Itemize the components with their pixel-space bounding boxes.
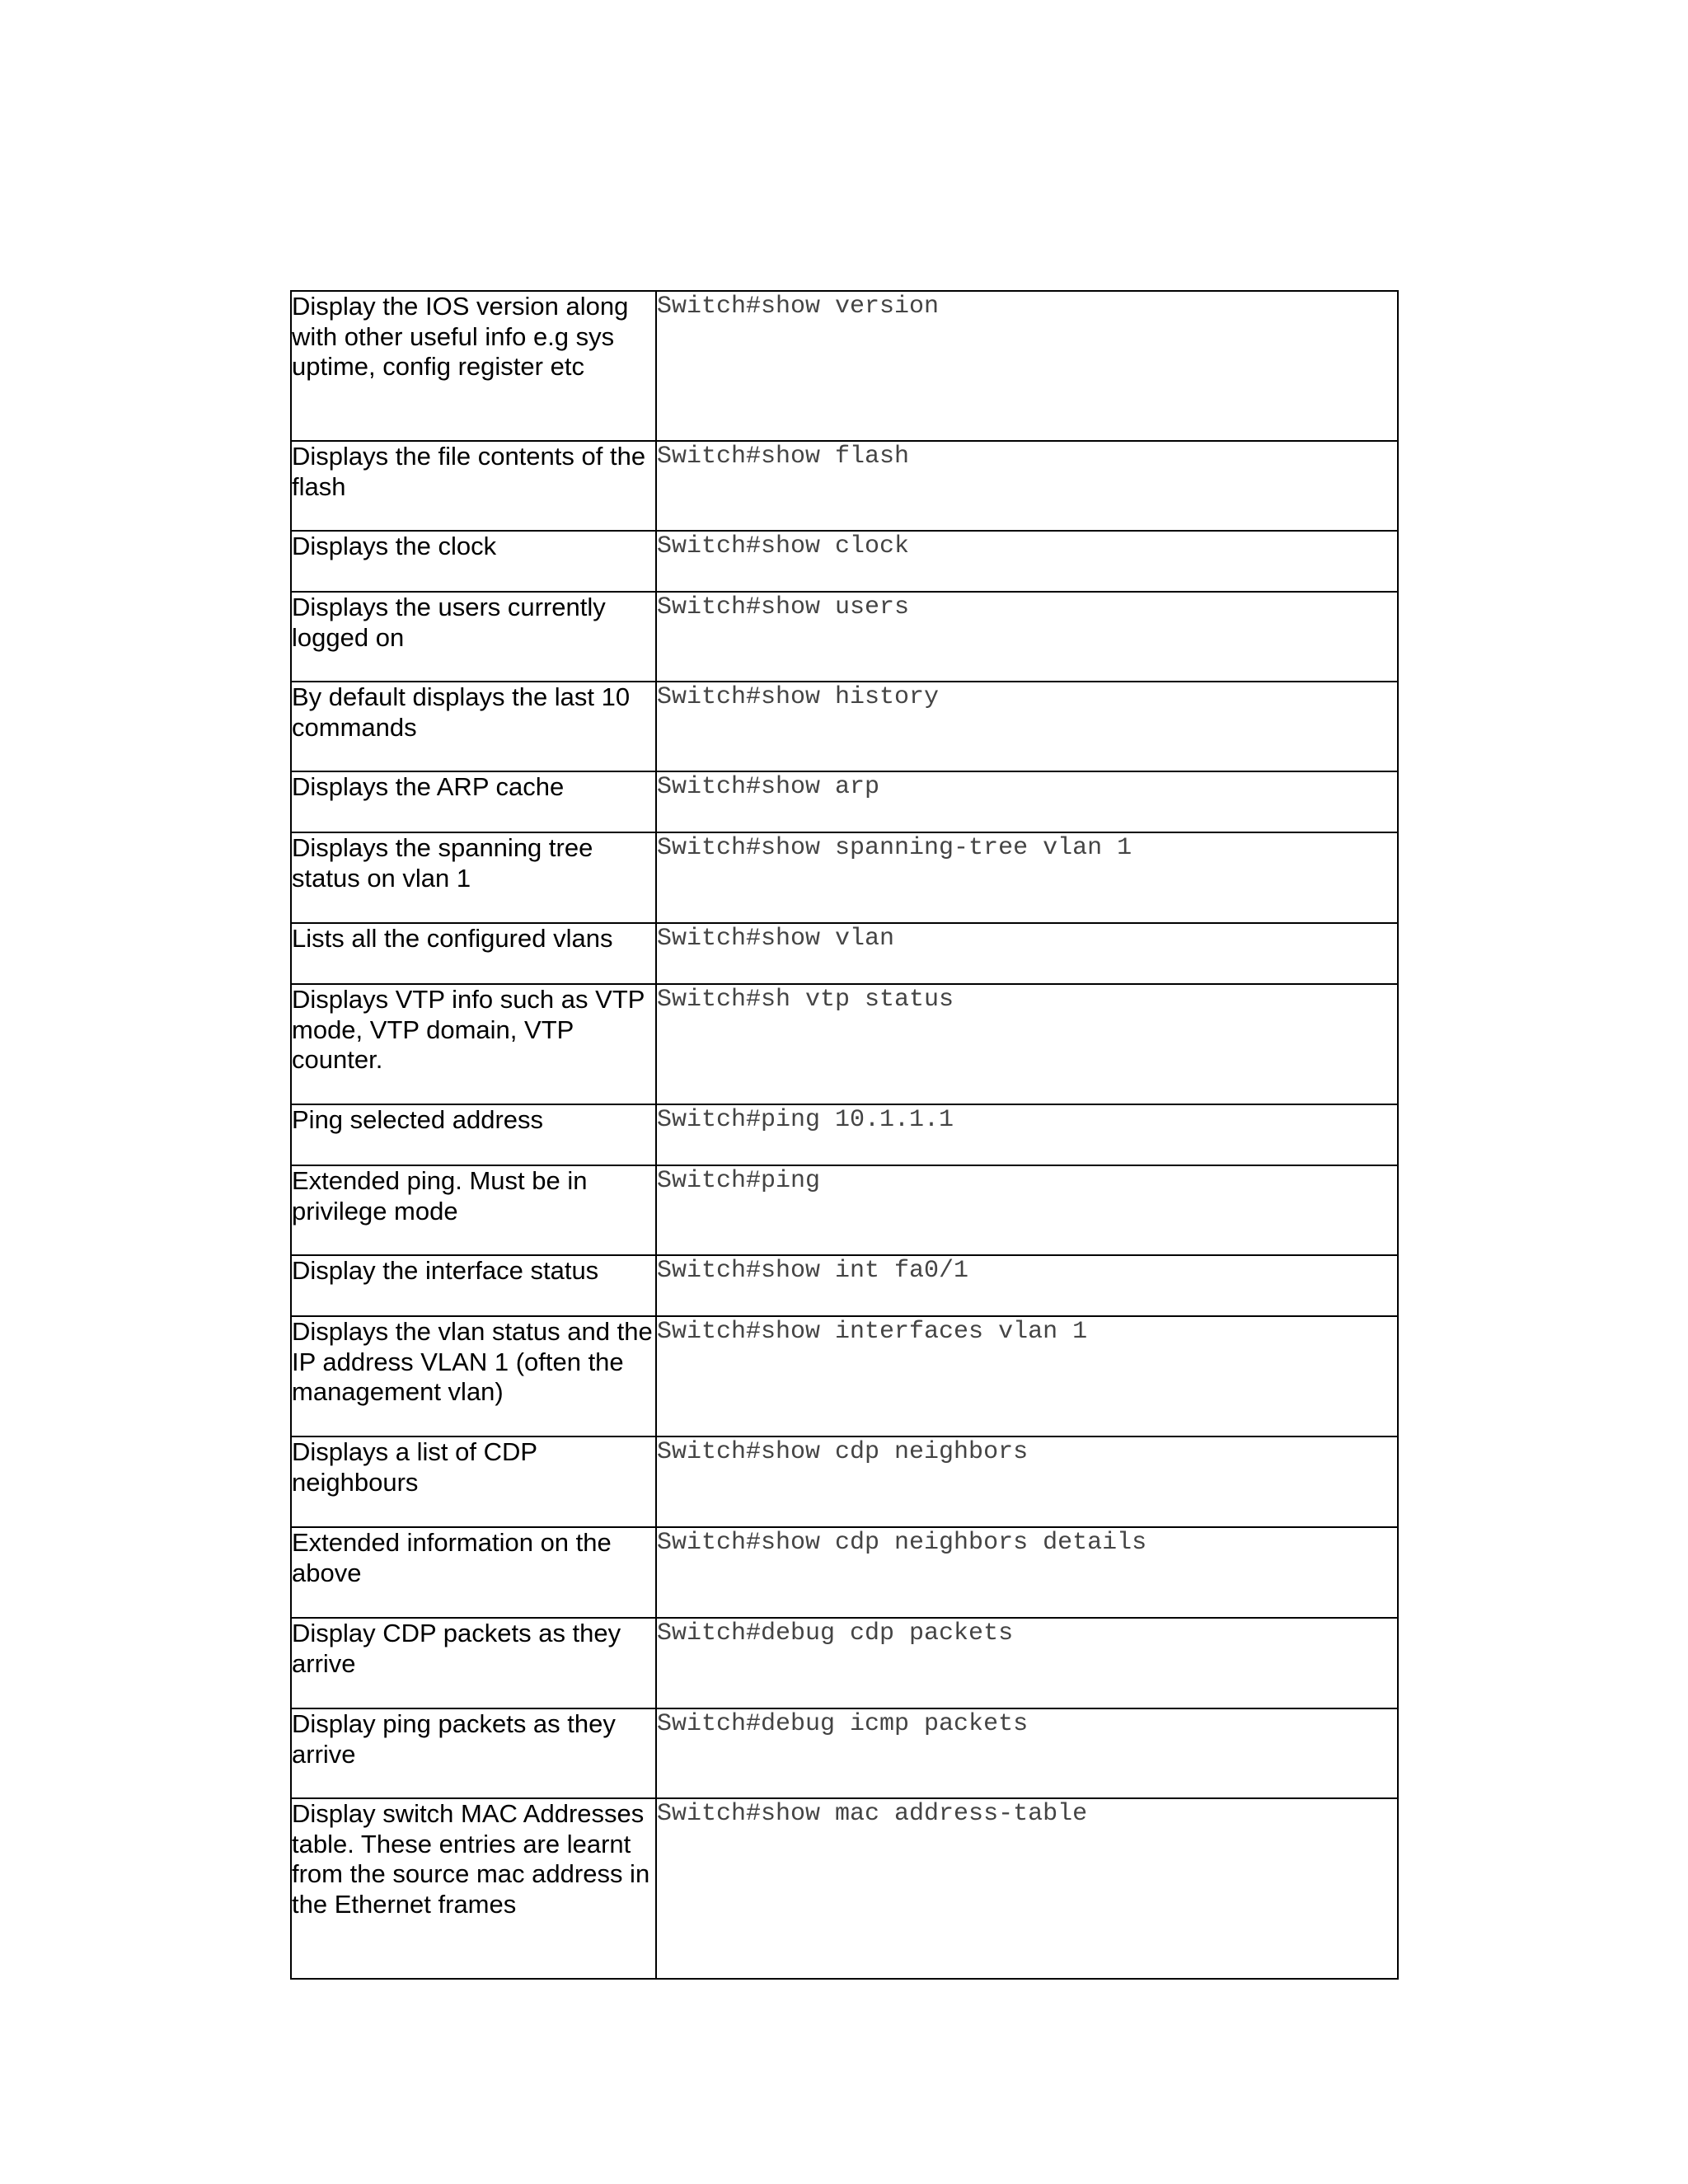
command-cell: Switch#show int fa0/1 bbox=[656, 1255, 1398, 1316]
description-cell: Displays the vlan status and the IP address VLAN 1 (often the management vlan) bbox=[291, 1316, 656, 1436]
command-cell: Switch#debug icmp packets bbox=[656, 1708, 1398, 1798]
table-row bbox=[291, 1798, 1398, 1979]
command-cell: Switch#show cdp neighbors details bbox=[656, 1527, 1398, 1618]
command-cell: Switch#show history bbox=[656, 682, 1398, 771]
description-cell: Displays the file contents of the flash bbox=[291, 441, 656, 531]
command-cell: Switch#show version bbox=[656, 291, 1398, 441]
description-cell: Display the interface status bbox=[291, 1255, 656, 1316]
table-row bbox=[291, 1104, 1398, 1165]
description-cell: Display the IOS version along with other useful info e.g sys uptime, config register etc bbox=[291, 291, 656, 441]
description-cell: Displays the ARP cache bbox=[291, 771, 656, 832]
description-cell: Display ping packets as they arrive bbox=[291, 1708, 656, 1798]
table-row bbox=[291, 1527, 1398, 1618]
description-cell: Display switch MAC Addresses table. These entries are learnt from the source mac address in the Ethernet frames bbox=[291, 1798, 656, 1979]
description-cell: Ping selected address bbox=[291, 1104, 656, 1165]
command-cell: Switch#ping bbox=[656, 1165, 1398, 1255]
command-cell: Switch#show interfaces vlan 1 bbox=[656, 1316, 1398, 1436]
table-row bbox=[291, 291, 1398, 441]
table-row bbox=[291, 1618, 1398, 1708]
table-row bbox=[291, 1255, 1398, 1316]
description-cell: Lists all the configured vlans bbox=[291, 923, 656, 984]
command-cell: Switch#show clock bbox=[656, 531, 1398, 592]
command-cell: Switch#show arp bbox=[656, 771, 1398, 832]
command-cell: Switch#show cdp neighbors bbox=[656, 1436, 1398, 1527]
description-cell: Displays a list of CDP neighbours bbox=[291, 1436, 656, 1527]
description-cell: Displays the clock bbox=[291, 531, 656, 592]
table-row bbox=[291, 771, 1398, 832]
description-cell: Extended ping. Must be in privilege mode bbox=[291, 1165, 656, 1255]
table-row bbox=[291, 984, 1398, 1104]
table-row bbox=[291, 682, 1398, 771]
table-row bbox=[291, 1436, 1398, 1527]
table-row bbox=[291, 1316, 1398, 1436]
table-row bbox=[291, 441, 1398, 531]
description-cell: Display CDP packets as they arrive bbox=[291, 1618, 656, 1708]
command-cell: Switch#show flash bbox=[656, 441, 1398, 531]
table-row bbox=[291, 592, 1398, 682]
command-cell: Switch#show vlan bbox=[656, 923, 1398, 984]
description-cell: By default displays the last 10 commands bbox=[291, 682, 656, 771]
description-cell: Displays the users currently logged on bbox=[291, 592, 656, 682]
table-row bbox=[291, 531, 1398, 592]
description-cell: Displays the spanning tree status on vlan 1 bbox=[291, 832, 656, 923]
command-cell: Switch#show spanning-tree vlan 1 bbox=[656, 832, 1398, 923]
command-cell: Switch#ping 10.1.1.1 bbox=[656, 1104, 1398, 1165]
command-cell: Switch#show mac address-table bbox=[656, 1798, 1398, 1979]
command-table bbox=[290, 290, 1399, 1980]
table-row bbox=[291, 923, 1398, 984]
description-cell: Displays VTP info such as VTP mode, VTP domain, VTP counter. bbox=[291, 984, 656, 1104]
command-cell: Switch#sh vtp status bbox=[656, 984, 1398, 1104]
command-cell: Switch#show users bbox=[656, 592, 1398, 682]
description-cell: Extended information on the above bbox=[291, 1527, 656, 1618]
table-row bbox=[291, 1165, 1398, 1255]
table-row bbox=[291, 832, 1398, 923]
table-row bbox=[291, 1708, 1398, 1798]
command-cell: Switch#debug cdp packets bbox=[656, 1618, 1398, 1708]
